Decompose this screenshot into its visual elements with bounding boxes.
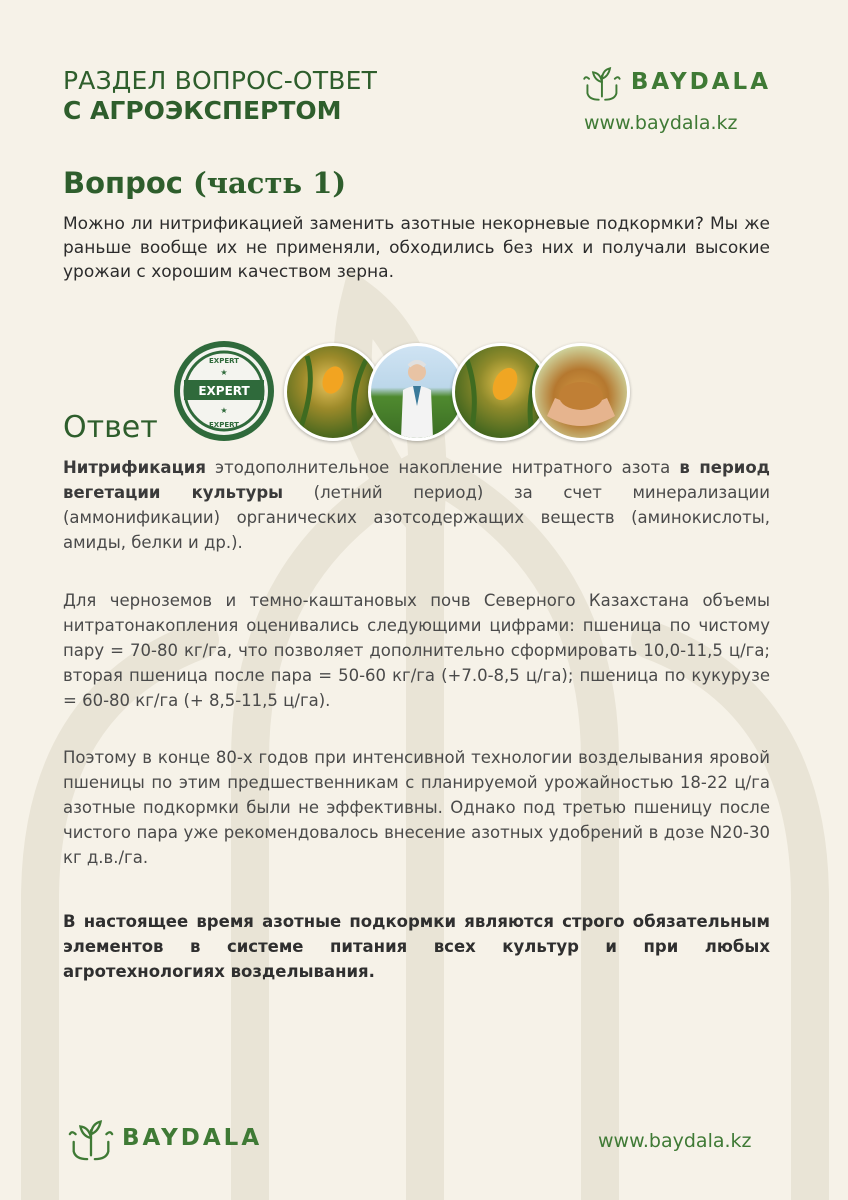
question-text: Можно ли нитрификацией заменить азотные некорневые подкормки? Мы же раньше вообще их не применяли, обходились без них и получали высокие урожаи с хорошим качеством зерна. bbox=[63, 214, 770, 282]
question-heading-part: (часть 1) bbox=[193, 166, 347, 200]
section-title bbox=[63, 66, 377, 126]
question-heading-label: Вопрос bbox=[63, 166, 183, 200]
brand-name: BAYDALA bbox=[630, 69, 771, 95]
expert-images-row bbox=[172, 339, 622, 443]
answer-term: Нитрификация bbox=[63, 458, 206, 477]
expert-badge bbox=[172, 339, 276, 443]
badge-bottom-text: EXPERT bbox=[209, 421, 239, 429]
answer-p1-text2: (летний период) за счет минерализации (аммонификации) органических азотсодержащих веществ (аминокислоты, амиды, белки и др.). bbox=[63, 483, 770, 552]
brand-logo-header bbox=[581, 56, 771, 134]
answer-heading: Ответ bbox=[63, 410, 158, 445]
answer-paragraph-1 bbox=[63, 455, 770, 555]
wheat-grain-photo bbox=[532, 343, 630, 441]
answer-emphasis: в период вегетации культуры bbox=[63, 458, 770, 502]
answer-p1-text1: этодополнительное накопление нитратного азота bbox=[205, 458, 680, 477]
sprout-hands-icon bbox=[581, 56, 623, 108]
question-heading bbox=[63, 166, 346, 200]
badge-center-text: EXPERT bbox=[198, 384, 250, 398]
section-title-line2: С АГРОЭКСПЕРТОМ bbox=[63, 96, 342, 125]
brand-logo-footer bbox=[66, 1113, 262, 1163]
answer-paragraph-3: Поэтому в конце 80-х годов при интенсивной технологии возделывания яровой пшеницы по этим предшественникам с планируемой урожайностью 18-22 ц/га азотные подкормки были не эффективны. Однако под третью пшеницу после чистого пара уже рекомендовалось внесение азотных удобрений в дозе N20-30 кг д.в./га. bbox=[63, 748, 770, 867]
badge-star-icon-bottom: ★ bbox=[220, 406, 228, 415]
answer-paragraph-2: Для черноземов и темно-каштановых почв Северного Казахстана объемы нитратонакопления оценивались следующими цифрами: пшеница по чистому пару = 70-80 кг/га, что позволяет дополнительно сформировать 10,0-11,5 ц/га; вторая пшеница после пара = 50-60 кг/га (+7.0-8,5 ц/га); пшеница по кукурузе = 60-80 кг/га (+ 8,5-11,5 ц/га). bbox=[63, 591, 770, 710]
website-link-header[interactable]: www.baydala.kz bbox=[584, 112, 738, 134]
sprout-hands-icon-footer bbox=[66, 1113, 116, 1163]
footer-brand-name: BAYDALA bbox=[122, 1125, 263, 1151]
section-title-line1: РАЗДЕЛ ВОПРОС-ОТВЕТ bbox=[63, 66, 378, 95]
website-link-footer[interactable]: www.baydala.kz bbox=[598, 1130, 752, 1152]
badge-star-icon: ★ bbox=[220, 368, 228, 377]
badge-top-text: EXPERT bbox=[209, 357, 239, 365]
answer-conclusion: В настоящее время азотные подкормки являются строго обязательным элементов в системе питания всех культур и при любых агротехнологиях возделывания. bbox=[63, 912, 770, 981]
